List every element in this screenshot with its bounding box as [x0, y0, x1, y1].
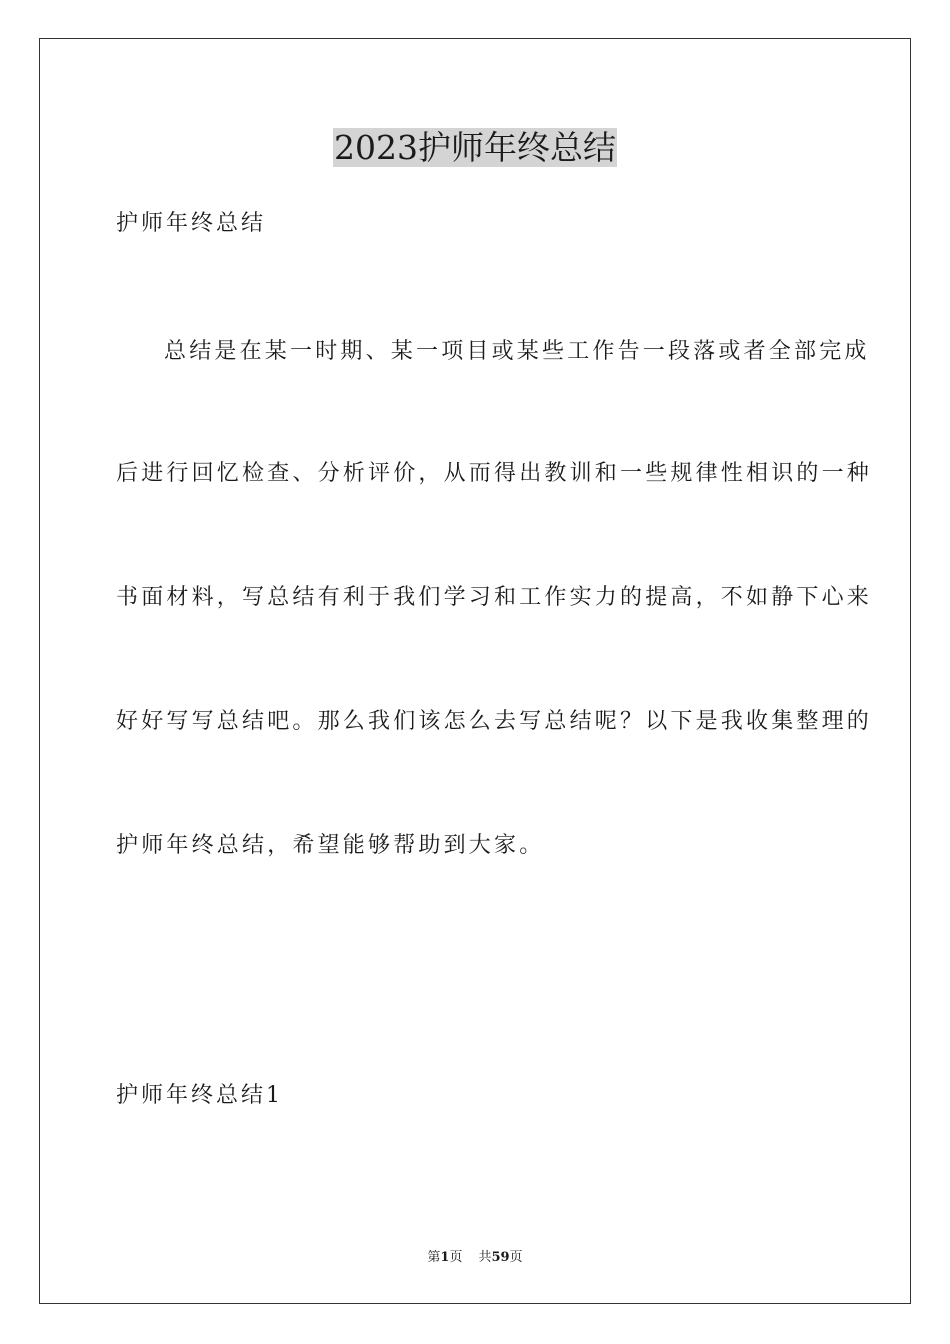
document-subtitle: 护师年终总结 — [116, 211, 267, 236]
paragraph-line: 书面材料，写总结有利于我们学习和工作实力的提高，不如静下心来 — [116, 585, 873, 610]
total-prefix: 共 — [478, 1250, 492, 1265]
total-suffix: 页 — [509, 1250, 523, 1265]
document-title — [0, 126, 950, 170]
paragraph-line: 后进行回忆检查、分析评价，从而得出教训和一些规律性相识的一种 — [116, 461, 873, 486]
section-heading: 护师年终总结1 — [116, 1083, 283, 1108]
paragraph-line: 护师年终总结，希望能够帮助到大家。 — [116, 833, 545, 858]
total-pages: 59 — [491, 1250, 510, 1265]
page-footer — [0, 1249, 950, 1267]
document-title-text: 2023护师年终总结 — [334, 128, 616, 167]
page-prefix: 第 — [427, 1250, 441, 1265]
page-number: 1 — [440, 1250, 450, 1265]
paragraph-line: 总结是在某一时期、某一项目或某些工作告一段落或者全部完成 — [164, 339, 870, 364]
page-suffix: 页 — [449, 1250, 463, 1265]
paragraph-line: 好好写写总结吧。那么我们该怎么去写总结呢？以下是我收集整理的 — [116, 709, 873, 734]
